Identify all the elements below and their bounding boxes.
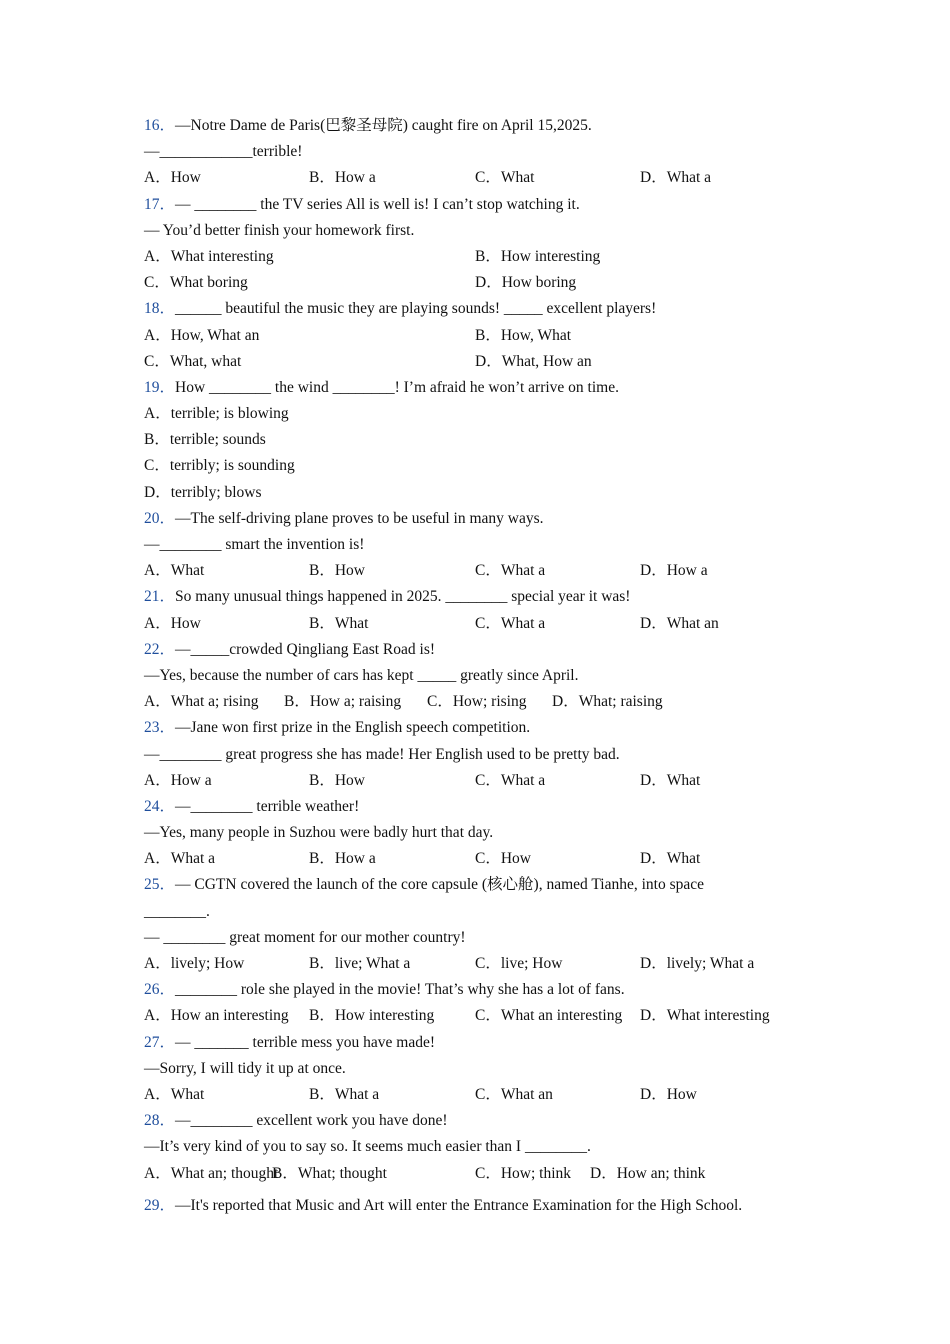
question-stem-continued: ________. [144, 902, 210, 920]
option-c[interactable]: C．What [475, 169, 535, 187]
options [144, 611, 814, 637]
question-27 [144, 1030, 814, 1056]
question-number: 18． [144, 300, 176, 318]
option-d[interactable]: D．What a [640, 169, 712, 187]
question-number: 16． [144, 117, 176, 134]
option-a[interactable]: A．What [144, 1085, 205, 1103]
option-a[interactable]: A．terrible; is blowing [144, 405, 289, 423]
question-23 [144, 715, 814, 741]
question-number: 22． [144, 640, 176, 658]
question-number: 25． [144, 876, 176, 894]
option-a[interactable]: A．How, What an [144, 326, 260, 344]
question-stem: So many unusual things happened in 2025. ________ special year it was! [175, 588, 631, 606]
question-stem: — ________ the TV series All is well is! I can’t stop watching it. [175, 195, 580, 213]
question-29 [144, 1193, 814, 1219]
option-c[interactable]: C．What a [475, 614, 546, 632]
option-a[interactable]: A．What an; thought [144, 1164, 279, 1182]
question-number: 27． [144, 1033, 176, 1051]
options [144, 1003, 814, 1029]
option-d[interactable]: D．What interesting [640, 1007, 770, 1025]
question-number: 19． [144, 378, 176, 396]
option-b[interactable]: B．What a [309, 1085, 380, 1103]
question-19 [144, 375, 814, 401]
option-b[interactable]: B．How a; raising [284, 693, 402, 711]
question-18 [144, 296, 814, 322]
option-c[interactable]: C．live; How [475, 955, 563, 972]
question-stem: —________ terrible weather! [175, 797, 360, 815]
option-d[interactable]: D．How a [640, 562, 708, 580]
option-d[interactable]: D．What, How an [475, 352, 592, 370]
question-number: 24． [144, 797, 176, 815]
option-b[interactable]: B．What [309, 614, 369, 632]
question-stem: —Notre Dame de Paris(巴黎圣母院) caught fire on April 15,2025. [175, 117, 592, 134]
question-number: 28． [144, 1112, 176, 1130]
option-c[interactable]: C．terribly; is sounding [144, 457, 295, 475]
question-number: 29． [144, 1196, 176, 1214]
options [144, 1161, 814, 1187]
dialogue-line: —It’s very kind of you to say so. It seems much easier than I ________. [144, 1138, 591, 1156]
dialogue-line: —____________terrible! [144, 143, 303, 161]
option-a[interactable]: A．What a [144, 850, 216, 868]
option-c[interactable]: C．What boring [144, 274, 248, 292]
question-number: 23． [144, 719, 176, 737]
option-c[interactable]: C．How [475, 850, 531, 868]
options [144, 323, 814, 349]
option-a[interactable]: A．What [144, 562, 205, 580]
question-stem: — CGTN covered the launch of the core capsule (核心舱), named Tianhe, into space [175, 876, 705, 894]
option-b[interactable]: B．How a [309, 169, 376, 187]
option-c[interactable]: C．What a [475, 562, 546, 580]
options [144, 349, 814, 375]
option-a[interactable]: A．How [144, 614, 201, 632]
options [144, 768, 814, 794]
options [144, 689, 814, 715]
question-24 [144, 794, 814, 820]
option-b[interactable]: B．How [309, 562, 365, 580]
option-c[interactable]: C．What an [475, 1085, 553, 1103]
option-a[interactable]: A．How an interesting [144, 1007, 289, 1025]
options [144, 558, 814, 584]
options [144, 951, 814, 977]
question-sheet [144, 113, 814, 1219]
dialogue-line: —Sorry, I will tidy it up at once. [144, 1059, 346, 1077]
option-a[interactable]: A．How a [144, 771, 212, 789]
options [144, 270, 814, 296]
option-a[interactable]: A．lively; How [144, 955, 245, 972]
question-25 [144, 872, 814, 898]
option-c[interactable]: C．How; rising [427, 693, 527, 711]
option-b[interactable]: B．How a [309, 850, 376, 868]
option-d[interactable]: D．What [640, 771, 701, 789]
option-b[interactable]: B．How interesting [309, 1007, 435, 1025]
option-d[interactable]: D．How boring [475, 274, 577, 292]
question-stem: —_____crowded Qingliang East Road is! [175, 640, 436, 658]
question-stem: —It's reported that Music and Art will enter the Entrance Examination for the High School. [175, 1196, 743, 1214]
options [144, 165, 814, 191]
option-b[interactable]: B．How, What [475, 326, 572, 344]
option-c[interactable]: C．What a [475, 771, 546, 789]
question-stem: ______ beautiful the music they are playing sounds! _____ excellent players! [175, 300, 657, 318]
dialogue-line: — ________ great moment for our mother country! [144, 928, 466, 946]
option-a[interactable]: A．How [144, 169, 201, 187]
question-16 [144, 113, 814, 139]
option-b[interactable]: B．live; What a [309, 955, 411, 972]
question-stem: ________ role she played in the movie! That’s why she has a lot of fans. [175, 981, 625, 999]
question-number: 26． [144, 981, 176, 999]
option-b[interactable]: B．How [309, 771, 365, 789]
question-stem: —________ excellent work you have done! [175, 1112, 448, 1130]
question-20 [144, 506, 814, 532]
question-21 [144, 584, 814, 610]
option-d[interactable]: D．terribly; blows [144, 483, 262, 501]
option-b[interactable]: B．terrible; sounds [144, 431, 266, 449]
option-d[interactable]: D．What [640, 850, 701, 868]
option-c[interactable]: C．What an interesting [475, 1007, 623, 1025]
question-26 [144, 977, 814, 1003]
question-number: 20． [144, 509, 176, 527]
question-28 [144, 1108, 814, 1134]
question-22 [144, 637, 814, 663]
option-c[interactable]: C．What, what [144, 352, 242, 370]
dialogue-line: — You’d better finish your homework first. [144, 221, 415, 239]
question-stem: —The self-driving plane proves to be useful in many ways. [175, 509, 544, 527]
option-d[interactable]: D．lively; What a [640, 955, 755, 972]
question-number: 17． [144, 195, 176, 213]
option-a[interactable]: A．What interesting [144, 247, 274, 265]
dialogue-line: —Yes, many people in Suzhou were badly hurt that day. [144, 824, 494, 842]
options [144, 244, 814, 270]
question-17 [144, 192, 814, 218]
question-stem: — _______ terrible mess you have made! [175, 1033, 436, 1051]
option-d[interactable]: D．What; raising [552, 693, 663, 711]
option-c[interactable]: C．How; think [475, 1164, 572, 1182]
dialogue-line: —Yes, because the number of cars has kept _____ greatly since April. [144, 666, 579, 684]
option-d[interactable]: D．How [640, 1085, 697, 1103]
option-b[interactable]: B．What; thought [272, 1164, 387, 1182]
option-d[interactable]: D．How an; think [590, 1164, 706, 1182]
option-b[interactable]: B．How interesting [475, 247, 601, 265]
question-stem: How ________ the wind ________! I’m afraid he won’t arrive on time. [175, 378, 619, 396]
options [144, 846, 814, 872]
dialogue-line: —________ great progress she has made! Her English used to be pretty bad. [144, 745, 620, 763]
option-a[interactable]: A．What a; rising [144, 693, 259, 711]
options [144, 1082, 814, 1108]
question-number: 21． [144, 588, 176, 606]
option-d[interactable]: D．What an [640, 614, 719, 632]
question-stem: —Jane won first prize in the English speech competition. [175, 719, 531, 737]
dialogue-line: —________ smart the invention is! [144, 536, 365, 553]
